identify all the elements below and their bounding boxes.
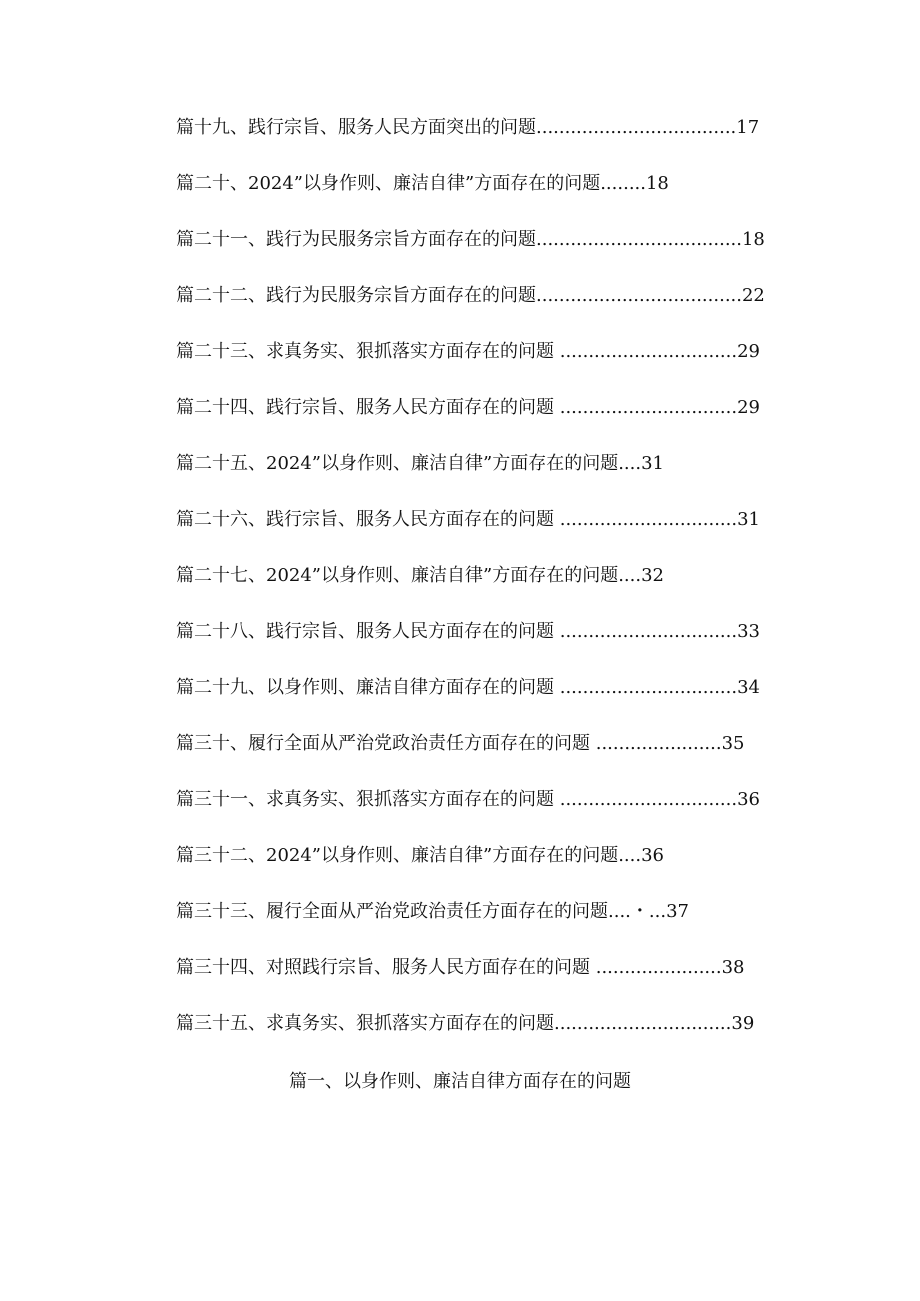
toc-entry-page: 39 [731,1013,755,1034]
toc-entry[interactable] [176,282,776,338]
toc-entry[interactable] [176,450,776,506]
toc-entry[interactable] [176,114,776,170]
toc-entry[interactable] [176,786,776,842]
toc-entry[interactable] [176,674,776,730]
toc-entry-page: 37 [666,901,689,922]
toc-entry-page: 31 [641,453,665,474]
toc-entry[interactable] [176,226,776,282]
toc-entry-title: 篇二十五、2024”以身作则、廉洁自律”方面存在的问题.... [176,453,642,474]
section-heading: 篇一、以身作则、廉洁自律方面存在的问题 [289,1071,631,1092]
toc-entry[interactable] [176,730,776,786]
toc-entry-title: 篇十九、践行宗旨、服务人民方面突出的问题................................... [176,117,737,138]
toc-entry-title: 篇三十三、履行全面从严治党政治责任方面存在的问题....・... [176,901,667,922]
toc-entry-page: 17 [736,117,760,138]
toc-entry-title: 篇三十二、2024”以身作则、廉洁自律”方面存在的问题.... [176,845,642,866]
toc-entry[interactable] [176,1010,776,1066]
toc-entry-title: 篇二十九、以身作则、廉洁自律方面存在的问题 ............................... [176,677,738,698]
toc-entry-page: 18 [741,229,765,250]
toc-entry[interactable] [176,338,776,394]
toc-entry-page: 31 [737,509,760,530]
toc-entry-page: 36 [641,845,665,866]
toc-entry-title: 篇三十、履行全面从严治党政治责任方面存在的问题 ...................... [176,733,722,754]
toc-entry-title: 篇二十二、践行为民服务宗旨方面存在的问题.................................... [176,285,742,306]
toc-entry-title: 篇三十四、对照践行宗旨、服务人民方面存在的问题 ...................... [176,957,722,978]
toc-entry-page: 29 [737,341,760,362]
toc-entry-title: 篇二十一、践行为民服务宗旨方面存在的问题.................................... [176,229,742,250]
table-of-contents [176,114,776,1066]
toc-entry[interactable] [176,506,776,562]
toc-entry-page: 18 [645,173,669,194]
toc-entry-title: 篇二十四、践行宗旨、服务人民方面存在的问题 ............................... [176,397,738,418]
toc-entry-page: 38 [721,957,745,978]
toc-entry[interactable] [176,618,776,674]
toc-entry[interactable] [176,170,776,226]
toc-entry[interactable] [176,898,776,954]
toc-entry-page: 36 [737,789,760,810]
toc-entry-title: 篇二十、2024”以身作则、廉洁自律”方面存在的问题........ [176,173,646,194]
toc-entry[interactable] [176,394,776,450]
toc-entry-page: 35 [721,733,745,754]
toc-entry-page: 29 [737,397,760,418]
toc-entry[interactable] [176,562,776,618]
toc-entry-title: 篇二十三、求真务实、狠抓落实方面存在的问题 ............................... [176,341,738,362]
toc-entry-title: 篇二十七、2024”以身作则、廉洁自律”方面存在的问题.... [176,565,642,586]
toc-entry-page: 33 [737,621,760,642]
toc-entry-title: 篇三十一、求真务实、狠抓落实方面存在的问题 ............................... [176,789,738,810]
toc-entry-title: 篇三十五、求真务实、狠抓落实方面存在的问题............................... [176,1013,732,1034]
toc-entry-page: 22 [741,285,765,306]
toc-entry-title: 篇二十八、践行宗旨、服务人民方面存在的问题 ............................... [176,621,738,642]
toc-entry-page: 34 [737,677,760,698]
toc-entry[interactable] [176,842,776,898]
toc-entry-page: 32 [641,565,665,586]
toc-entry-title: 篇二十六、践行宗旨、服务人民方面存在的问题 ............................... [176,509,738,530]
toc-entry[interactable] [176,954,776,1010]
